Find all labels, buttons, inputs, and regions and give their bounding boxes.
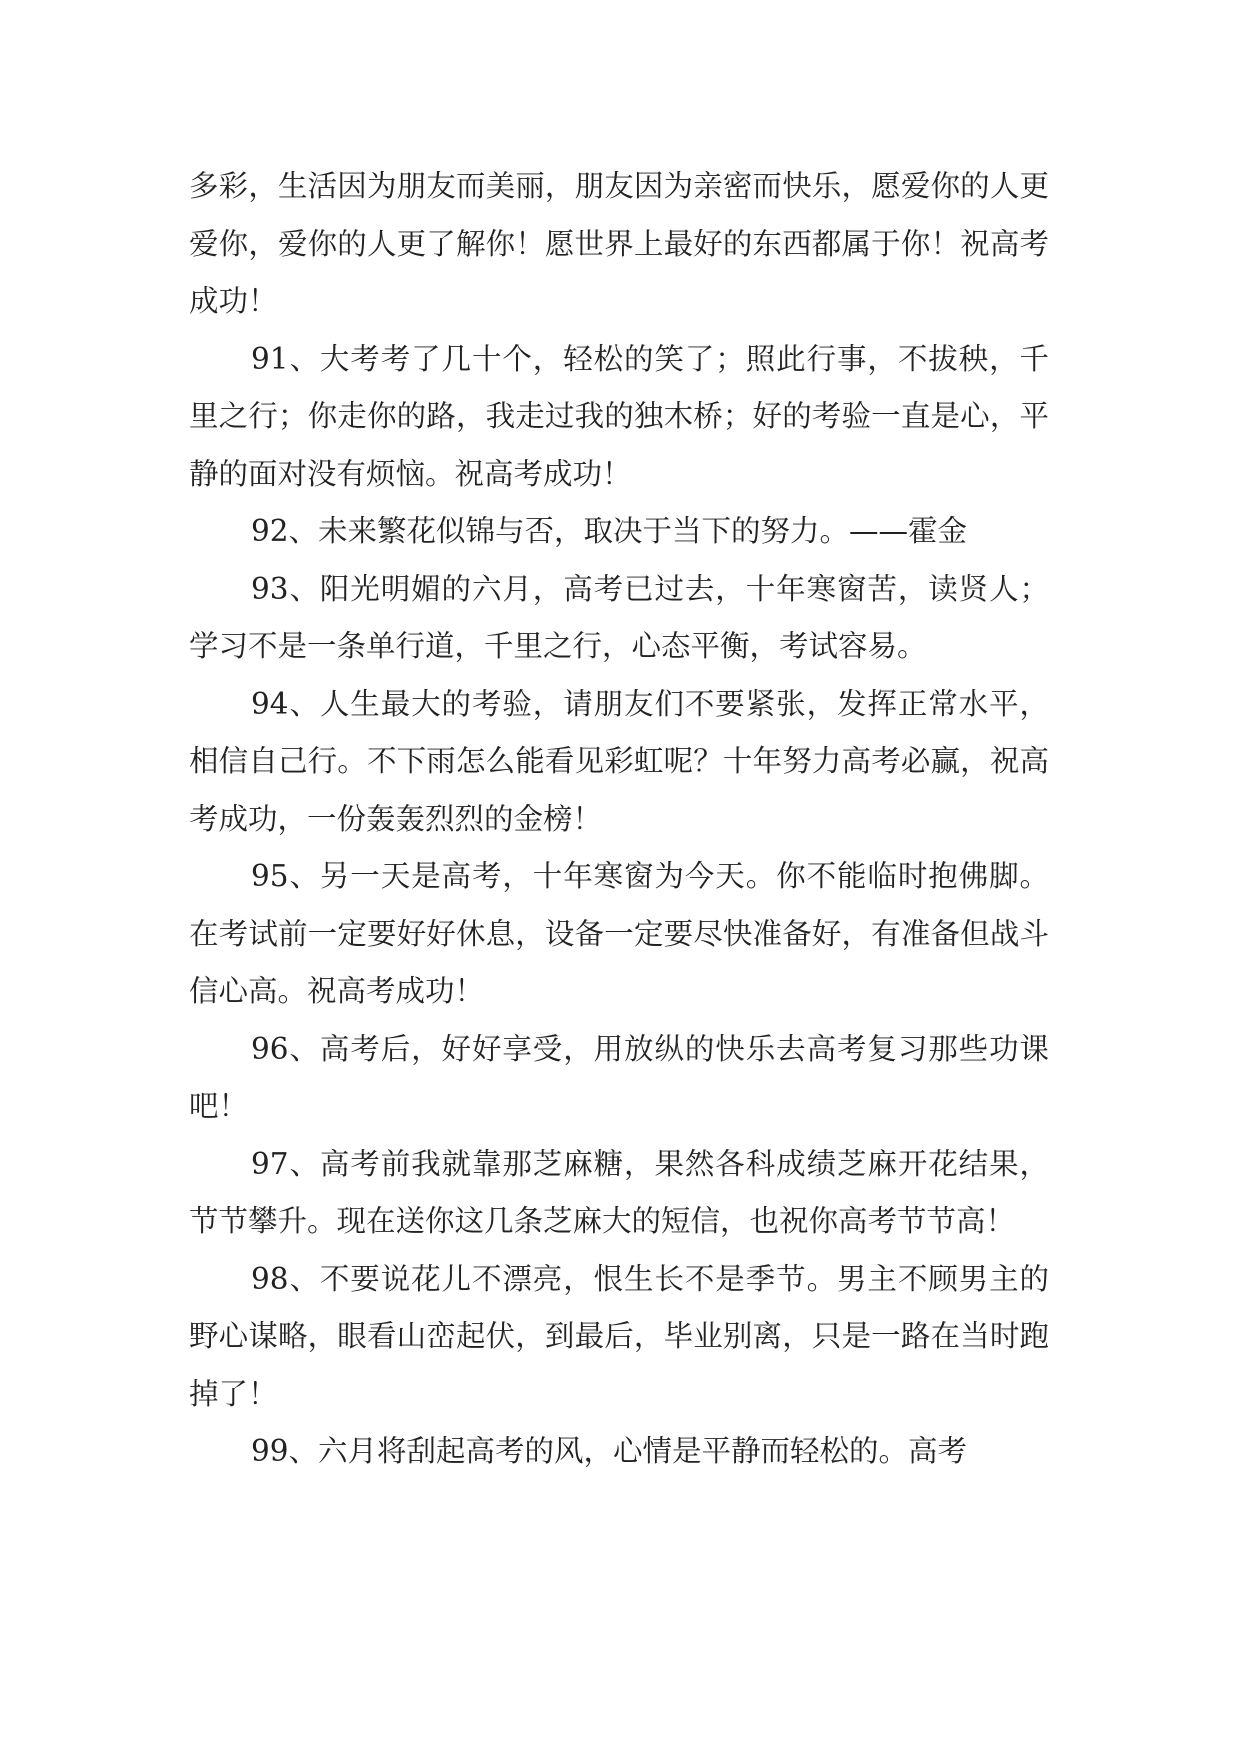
paragraph-continued: 多彩，生活因为朋友而美丽，朋友因为亲密而快乐，愿爱你的人更爱你，爱你的人更了解你！愿世界上最好的东西都属于你！祝高考成功！	[189, 169, 1049, 318]
paragraph-99: 99、六月将刮起高考的风，心情是平静而轻松的。高考	[251, 1434, 968, 1468]
document-body	[189, 158, 1049, 1481]
paragraph-96: 96、高考后，好好享受，用放纵的快乐去高考复习那些功课吧！	[189, 1031, 1049, 1123]
paragraph-94: 94、人生最大的考验，请朋友们不要紧张，发挥正常水平，相信自己行。不下雨怎么能看见彩虹呢？十年努力高考必赢，祝高考成功，一份轰轰烈烈的金榜！	[189, 686, 1049, 836]
paragraph-93: 93、阳光明媚的六月，高考已过去，十年寒窗苦，读贤人；学习不是一条单行道，千里之行，心态平衡，考试容易。	[189, 571, 1049, 663]
paragraph-95: 95、另一天是高考，十年寒窗为今天。你不能临时抱佛脚。在考试前一定要好好休息，设备一定要尽快准备好，有准备但战斗信心高。祝高考成功！	[189, 859, 1049, 1008]
paragraph-98: 98、不要说花儿不漂亮，恨生长不是季节。男主不顾男主的野心谋略，眼看山峦起伏，到最后，毕业别离，只是一路在当时跑掉了！	[189, 1261, 1049, 1411]
paragraph-91: 91、大考考了几十个，轻松的笑了；照此行事，不拔秧，千里之行；你走你的路，我走过我的独木桥；好的考验一直是心，平静的面对没有烦恼。祝高考成功！	[189, 341, 1049, 491]
paragraph-97: 97、高考前我就靠那芝麻糖，果然各科成绩芝麻开花结果，节节攀升。现在送你这几条芝麻大的短信，也祝你高考节节高！	[189, 1146, 1049, 1238]
paragraph-92: 92、未来繁花似锦与否，取决于当下的努力。——霍金	[251, 514, 968, 548]
